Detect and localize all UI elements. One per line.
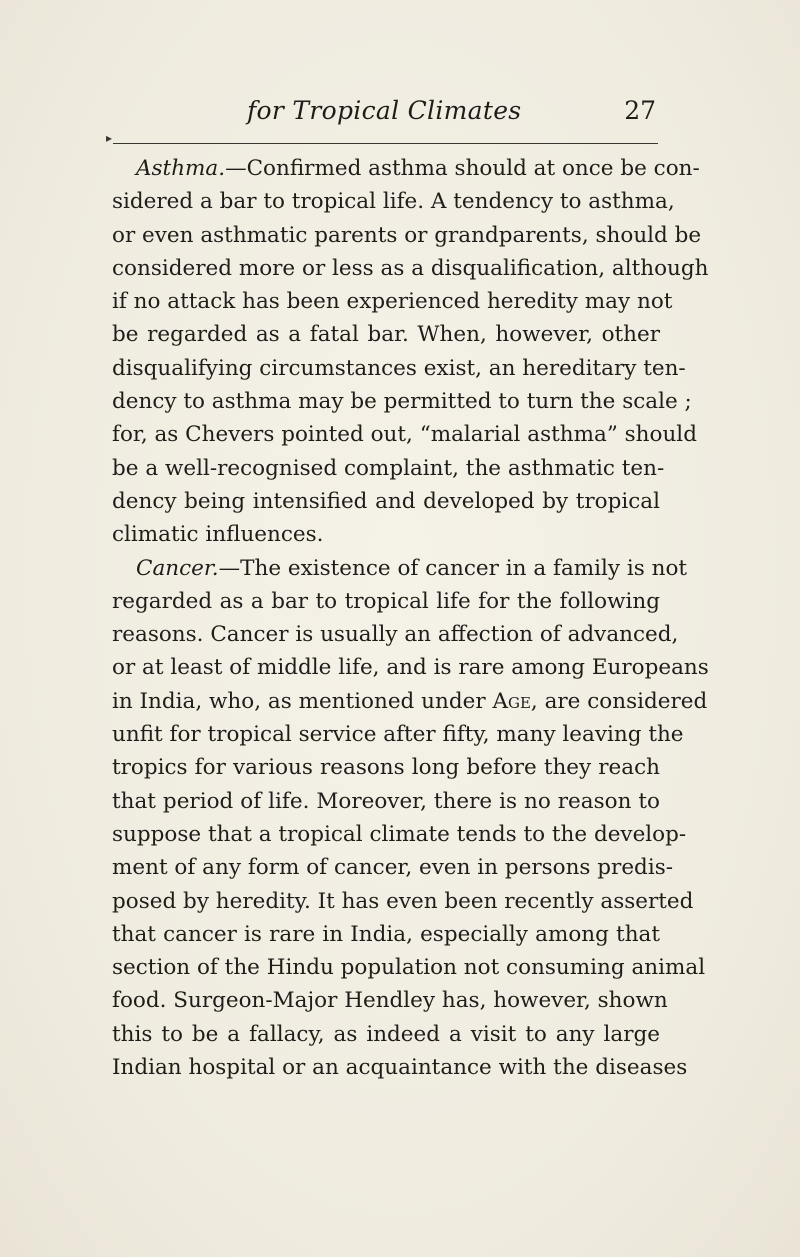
text-line: tropics for various reasons long before they reach xyxy=(112,755,660,781)
text-line: Indian hospital or an acquaintance with the diseases xyxy=(112,1055,688,1081)
text-line: for, as Chevers pointed out, “malarial asthma” should xyxy=(112,422,697,448)
text-line: if no attack has been experienced heredity may not xyxy=(112,289,673,315)
print-mark-icon: ▸ xyxy=(106,131,113,145)
text-line: Cancer.—The existence of cancer in a family is not xyxy=(136,555,688,581)
text-line: that cancer is rare in India, especially among that xyxy=(112,921,660,947)
body-text xyxy=(112,152,709,1084)
section-heading-asthma: Asthma. xyxy=(136,156,226,181)
text-line: considered more or less as a disqualification, although xyxy=(112,255,709,281)
text-line: or even asthmatic parents or grandparents, should be xyxy=(112,222,702,248)
page-number: 27 xyxy=(624,96,656,125)
text-line: climatic influences. xyxy=(112,522,324,548)
text-line: reasons. Cancer is usually an affection of advanced, xyxy=(112,622,679,648)
running-title: for Tropical Climates xyxy=(247,96,522,125)
text-line: dency being intensified and developed by tropical xyxy=(112,488,660,514)
text-line: unfit for tropical service after fifty, many leaving the xyxy=(112,722,684,748)
text-line: section of the Hindu population not consuming animal xyxy=(112,955,706,981)
running-head xyxy=(113,96,656,136)
text-line: suppose that a tropical climate tends to the develop- xyxy=(112,821,687,847)
text-line: be regarded as a fatal bar. When, however, other xyxy=(112,322,660,348)
text-line: Asthma.—Confirmed asthma should at once be con- xyxy=(136,156,700,181)
text-line: dency to asthma may be permitted to turn the scale ; xyxy=(112,389,692,415)
text-line: or at least of middle life, and is rare among Europeans xyxy=(112,655,709,681)
header-rule xyxy=(113,143,658,144)
section-heading-cancer: Cancer. xyxy=(136,555,219,581)
text-line: posed by heredity. It has even been recently asserted xyxy=(112,888,694,914)
text-line: be a well-recognised complaint, the asthmatic ten- xyxy=(112,455,665,481)
cross-reference-age: Age xyxy=(492,688,531,714)
text-line: food. Surgeon-Major Hendley has, however, shown xyxy=(112,988,668,1014)
text-line: disqualifying circumstances exist, an hereditary ten- xyxy=(112,355,686,381)
text-line: regarded as a bar to tropical life for the following xyxy=(112,588,660,614)
text-line: this to be a fallacy, as indeed a visit to any large xyxy=(112,1021,660,1047)
text-line: sidered a bar to tropical life. A tendency to asthma, xyxy=(112,189,675,215)
text-line: in India, who, as mentioned under Age, are considered xyxy=(112,688,708,714)
text-line: that period of life. Moreover, there is no reason to xyxy=(112,788,660,814)
text-line: ment of any form of cancer, even in persons predis- xyxy=(112,855,673,881)
